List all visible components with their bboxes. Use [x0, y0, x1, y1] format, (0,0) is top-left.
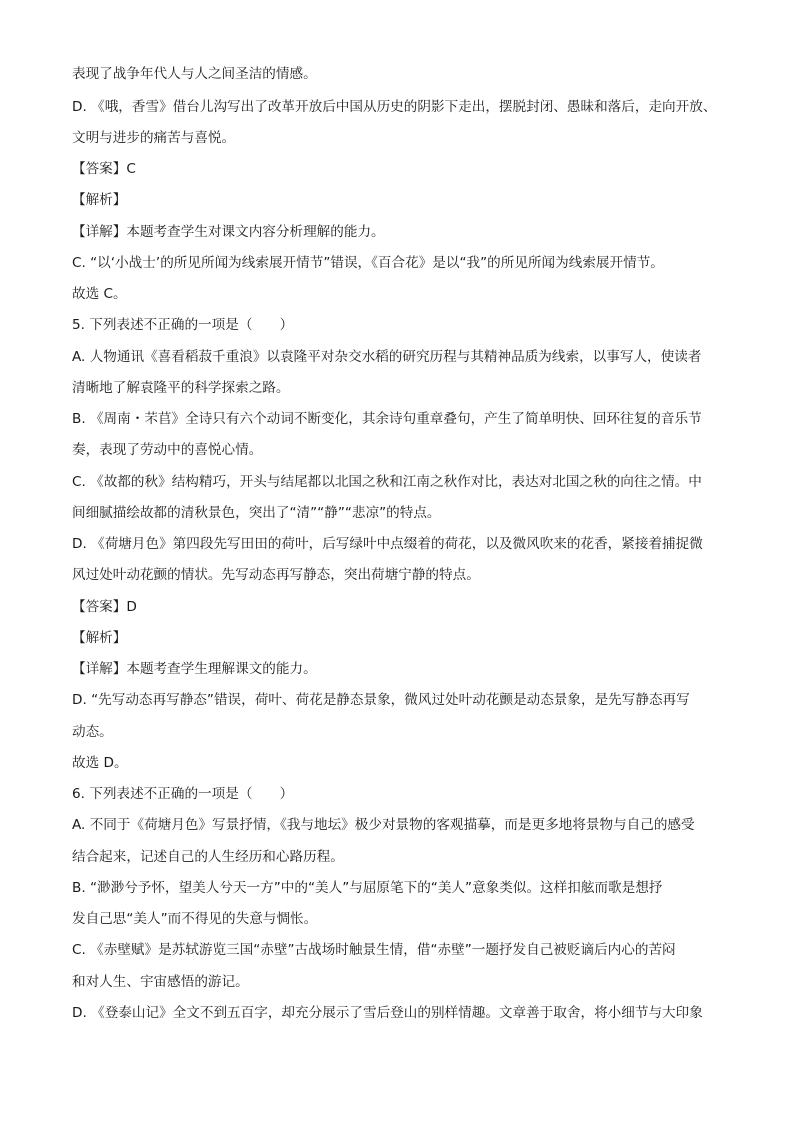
- option-text: C. 《故都的秋》结构精巧，开头与结尾都以北国之秋和江南之秋作对比，表达对北国之秋的向往之情。中: [72, 474, 702, 490]
- text-line: D. 《哦，香雪》借台儿沟写出了改革开放后中国从历史的阴影下走出，摆脱封闭、愚昧和落后，走向开放、: [72, 99, 717, 115]
- option-text: 发自己思“美人”而不得见的失意与惆怅。: [72, 911, 318, 927]
- option-text: A. 人物通讯《喜看稻菽千重浪》以袁隆平对杂交水稻的研究历程与其精神品质为线索，以事写人，使读者: [72, 349, 702, 365]
- text-line: 表现了战争年代人与人之间圣洁的情感。: [72, 66, 317, 82]
- question-title: 5. 下列表述不正确的一项是（ ）: [72, 317, 294, 333]
- option-text: 风过处叶动花颤的情状。先写动态再写静态，突出荷塘宁静的特点。: [72, 567, 480, 583]
- text-line: 动态。: [72, 724, 113, 740]
- answer-label: 【答案】C: [72, 161, 136, 177]
- question-title: 6. 下列表述不正确的一项是（ ）: [72, 786, 294, 802]
- text-line: D. “先写动态再写静态”错误，荷叶、荷花是静态景象，微风过处叶动花颤是动态景象，是先写静态再写: [72, 692, 690, 708]
- option-text: B. 《周南・芣苢》全诗只有六个动词不断变化，其余诗句重章叠句，产生了简单明快、回环往复的音乐节: [72, 411, 702, 427]
- text-line: 文明与进步的痛苦与喜悦。: [72, 130, 236, 146]
- answer-label: 【答案】D: [72, 599, 137, 615]
- option-text: 和对人生、宇宙感悟的游记。: [72, 974, 249, 990]
- option-text: D. 《荷塘月色》第四段先写田田的荷叶，后写绿叶中点缀着的荷花，以及微风吹来的花香，紧接着捕捉微: [72, 536, 703, 552]
- option-text: C. 《赤壁赋》是苏轼游览三国“赤壁”古战场时触景生情，借“赤壁”一题抒发自己被贬谪后内心的苦闷: [72, 942, 676, 958]
- option-text: D. 《登泰山记》全文不到五百字，却充分展示了雪后登山的别样情趣。文章善于取舍，将小细节与大印象: [72, 1005, 703, 1021]
- text-line: C. “以‘小战士’的所见所闻为线索展开情节”错误，《百合花》是以“我”的所见所闻为线索展开情节。: [72, 255, 664, 271]
- text-line: 【详解】本题考查学生理解课文的能力。: [72, 661, 317, 677]
- text-line: 故选 C。: [72, 286, 127, 302]
- text-line: 故选 D。: [72, 755, 128, 771]
- analysis-label: 【解析】: [72, 630, 127, 646]
- analysis-label: 【解析】: [72, 192, 127, 208]
- option-text: 清晰地了解袁隆平的科学探索之路。: [72, 380, 290, 396]
- option-text: 间细腻描绘故都的清秋景色，突出了“清”“静”“悲凉”的特点。: [72, 505, 441, 521]
- text-line: 【详解】本题考查学生对课文内容分析理解的能力。: [72, 224, 385, 240]
- option-text: 结合起来，记述自己的人生经历和心路历程。: [72, 849, 344, 865]
- option-text: A. 不同于《荷塘月色》写景抒情，《我与地坛》极少对景物的客观描摹，而是更多地将景物与自己的感受: [72, 817, 695, 833]
- option-text: B. “渺渺兮予怀，望美人兮天一方”中的“美人”与屈原笔下的“美人”意象类似。这样扣舷而歌是想抒: [72, 880, 663, 896]
- option-text: 奏，表现了劳动中的喜悦心情。: [72, 442, 263, 458]
